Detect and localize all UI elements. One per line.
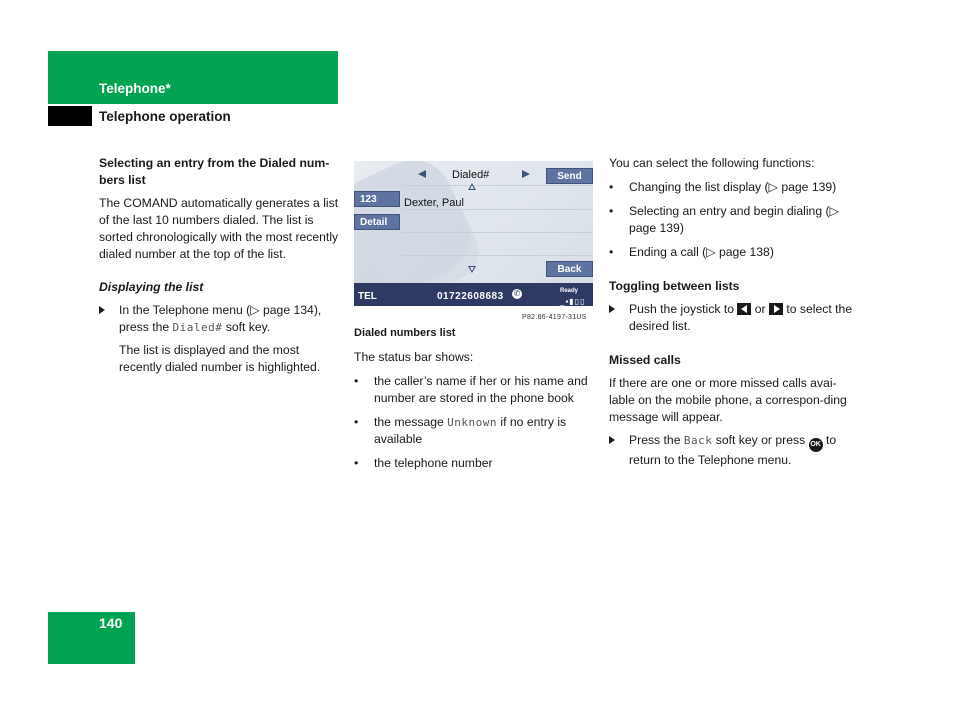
scroll-down-icon [468,266,476,273]
ok-button-icon: OK [809,438,823,452]
functions-intro: You can select the following functions: [609,156,815,170]
list-item: • Ending a call (▷ page 138) [609,245,774,259]
status-ready: Ready [560,288,579,294]
figure-caption: Dialed numbers list [354,327,456,339]
joystick-right-icon [769,303,783,315]
instruction-step: Push the joystick to or to select the desired list. [609,301,854,335]
column-middle [354,325,594,472]
arrow-bullet-icon [609,436,615,444]
arrow-bullet-icon [609,305,615,313]
instruction-step: In the Telephone menu (▷ page 134), press the Dialed# soft key. [99,302,343,336]
subheading-displaying: Displaying the list [99,280,204,294]
header-band [48,51,338,104]
list-item: • Changing the list display (▷ page 139) [609,180,837,194]
statusbar-intro: The status bar shows: [354,350,474,364]
list-item: • the caller’s name if her or his name and number are stored in the phone book [354,374,588,405]
missed-calls-heading: Missed calls [609,353,681,367]
list-item: • the telephone number [354,456,493,470]
comand-screen-figure [354,161,593,306]
softkey-back: Back [683,434,713,447]
figure-reference: P82.86-4197-31US [522,314,587,321]
section-heading: Selecting an entry from the Dialed num-bers list [99,156,330,187]
right-arrow-icon [522,170,530,178]
list-item: • Selecting an entry and begin dialing (▷ page 139) [609,204,839,235]
signal-strength-icon: _▪▮▯▯ [560,297,586,306]
section-title: Telephone operation [99,109,231,124]
list-entry: Dexter, Paul [404,197,464,209]
status-tel: TEL [358,291,377,302]
section-tab-marker [48,106,92,126]
column-right [609,155,854,469]
call-status-icon: ✆ [513,289,521,298]
intro-paragraph: The COMAND automatically generates a list of the last 10 numbers dialed. The list is sorted chronologically with the most recently dialed number at the top of the list. [99,196,339,261]
result-text: The list is displayed and the most recently dialed number is highlighted. [119,343,321,374]
arrow-bullet-icon [99,306,105,314]
joystick-left-icon [737,303,751,315]
back-softkey: Back [546,261,593,277]
status-number: 01722608683 [437,291,504,302]
detail-softkey: Detail [354,214,400,230]
column-left [99,155,343,376]
instruction-step: Press the Back soft key or press OK to return to the Telephone menu. [609,432,854,469]
chapter-title: Telephone* [99,81,171,96]
keypad-softkey: 123 [354,191,400,207]
status-bar [354,283,593,306]
screen-title: Dialed# [452,169,490,181]
page-number: 140 [99,615,123,631]
toggle-heading: Toggling between lists [609,279,740,293]
unknown-message: Unknown [447,416,498,429]
softkey-dialed: Dialed# [172,321,223,334]
list-item: • the message Unknown if no entry is available [354,415,567,446]
send-softkey: Send [546,168,593,184]
left-arrow-icon [418,170,426,178]
scroll-up-icon [468,183,476,190]
missed-calls-text: If there are one or more missed calls avai-lable on the mobile phone, a correspon-ding message will appear. [609,376,847,424]
